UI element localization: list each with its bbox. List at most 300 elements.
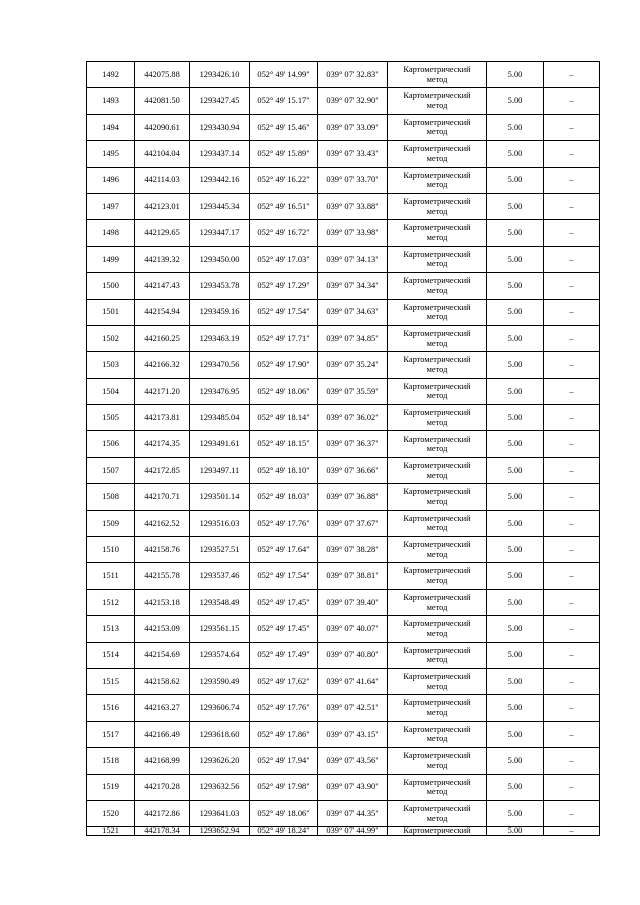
x-coordinate-cell: 442090.61 <box>135 114 190 140</box>
method-line-1: Картометрический <box>403 355 471 365</box>
y-coordinate-cell: 1293450.00 <box>190 246 250 272</box>
dash-cell: – <box>544 62 600 88</box>
point-number-cell: 1508 <box>87 484 135 510</box>
point-number-cell: 1514 <box>87 642 135 668</box>
latitude-cell: 052° 49' 17.45" <box>250 589 318 615</box>
x-coordinate-cell: 442158.62 <box>135 668 190 694</box>
table-row <box>87 457 600 483</box>
method-line-2: метод <box>426 74 448 84</box>
x-coordinate-cell: 442081.50 <box>135 88 190 114</box>
y-coordinate-cell: 1293641.03 <box>190 800 250 826</box>
longitude-cell: 039° 07' 36.88" <box>318 484 388 510</box>
method-cell <box>388 537 487 563</box>
x-coordinate-cell: 442166.32 <box>135 352 190 378</box>
table-row <box>87 62 600 88</box>
latitude-cell: 052° 49' 16.51" <box>250 193 318 219</box>
table-row <box>87 589 600 615</box>
dash-cell: – <box>544 114 600 140</box>
point-number-cell: 1513 <box>87 616 135 642</box>
method-line-2: метод <box>426 787 448 797</box>
y-coordinate-cell: 1293632.56 <box>190 774 250 800</box>
point-number-cell: 1503 <box>87 352 135 378</box>
method-line-1: Картометрический <box>403 540 471 550</box>
method-line-1: Картометрический <box>403 460 471 470</box>
table-row <box>87 299 600 325</box>
longitude-cell: 039° 07' 33.43" <box>318 141 388 167</box>
method-cell <box>388 405 487 431</box>
table-row <box>87 484 600 510</box>
accuracy-cell: 5.00 <box>487 88 544 114</box>
method-cell <box>388 721 487 747</box>
point-number-cell: 1510 <box>87 537 135 563</box>
method-line-2: метод <box>426 285 448 295</box>
x-coordinate-cell: 442172.85 <box>135 457 190 483</box>
table-row <box>87 167 600 193</box>
longitude-cell: 039° 07' 40.07" <box>318 616 388 642</box>
method-line-2: метод <box>426 259 448 269</box>
accuracy-cell: 5.00 <box>487 246 544 272</box>
method-line-1: Картометрический <box>403 487 471 497</box>
point-number-cell: 1498 <box>87 220 135 246</box>
accuracy-cell: 5.00 <box>487 167 544 193</box>
accuracy-cell: 5.00 <box>487 273 544 299</box>
longitude-cell: 039° 07' 33.88" <box>318 193 388 219</box>
method-line-1: Картометрический <box>403 170 471 180</box>
latitude-cell: 052° 49' 17.90" <box>250 352 318 378</box>
y-coordinate-cell: 1293430.94 <box>190 114 250 140</box>
method-cell <box>388 800 487 826</box>
point-number-cell: 1494 <box>87 114 135 140</box>
y-coordinate-cell: 1293476.95 <box>190 378 250 404</box>
x-coordinate-cell: 442114.03 <box>135 167 190 193</box>
method-line-1: Картометрический <box>403 724 471 734</box>
method-line-1: Картометрический <box>403 566 471 576</box>
x-coordinate-cell: 442154.94 <box>135 299 190 325</box>
dash-cell: – <box>544 431 600 457</box>
longitude-cell: 039° 07' 34.85" <box>318 325 388 351</box>
latitude-cell: 052° 49' 15.46" <box>250 114 318 140</box>
longitude-cell: 039° 07' 39.40" <box>318 589 388 615</box>
table-row <box>87 193 600 219</box>
method-line-2: метод <box>426 760 448 770</box>
table-row <box>87 431 600 457</box>
method-cell <box>388 141 487 167</box>
method-cell <box>388 563 487 589</box>
method-cell <box>388 616 487 642</box>
accuracy-cell: 5.00 <box>487 563 544 589</box>
dash-cell: – <box>544 325 600 351</box>
longitude-cell: 039° 07' 44.35" <box>318 800 388 826</box>
method-line-2: метод <box>426 312 448 322</box>
method-cell <box>388 352 487 378</box>
longitude-cell: 039° 07' 38.81" <box>318 563 388 589</box>
accuracy-cell: 5.00 <box>487 352 544 378</box>
table-row <box>87 114 600 140</box>
longitude-cell: 039° 07' 36.02" <box>318 405 388 431</box>
x-coordinate-cell: 442123.01 <box>135 193 190 219</box>
table-row <box>87 695 600 721</box>
accuracy-cell: 5.00 <box>487 114 544 140</box>
longitude-cell: 039° 07' 35.59" <box>318 378 388 404</box>
method-cell <box>388 273 487 299</box>
method-line-1: Картометрический <box>403 826 471 836</box>
x-coordinate-cell: 442155.78 <box>135 563 190 589</box>
point-number-cell: 1517 <box>87 721 135 747</box>
point-number-cell: 1521 <box>87 827 135 836</box>
table-row <box>87 800 600 826</box>
latitude-cell: 052° 49' 17.71" <box>250 325 318 351</box>
x-coordinate-cell: 442173.81 <box>135 405 190 431</box>
latitude-cell: 052° 49' 18.06" <box>250 800 318 826</box>
method-cell <box>388 827 487 836</box>
x-coordinate-cell: 442166.49 <box>135 721 190 747</box>
table-row <box>87 748 600 774</box>
method-line-2: метод <box>426 101 448 111</box>
point-number-cell: 1519 <box>87 774 135 800</box>
method-cell <box>388 62 487 88</box>
method-cell <box>388 378 487 404</box>
method-line-1: Картометрический <box>403 381 471 391</box>
longitude-cell: 039° 07' 34.34" <box>318 273 388 299</box>
dash-cell: – <box>544 378 600 404</box>
latitude-cell: 052° 49' 17.54" <box>250 563 318 589</box>
accuracy-cell: 5.00 <box>487 431 544 457</box>
dash-cell: – <box>544 748 600 774</box>
method-line-2: метод <box>426 628 448 638</box>
method-line-1: Картометрический <box>403 513 471 523</box>
dash-cell: – <box>544 563 600 589</box>
longitude-cell: 039° 07' 43.90" <box>318 774 388 800</box>
method-cell <box>388 114 487 140</box>
method-cell <box>388 299 487 325</box>
method-line-2: метод <box>426 496 448 506</box>
table-row <box>87 563 600 589</box>
table-row <box>87 642 600 668</box>
table-row <box>87 537 600 563</box>
method-cell <box>388 589 487 615</box>
method-line-2: метод <box>426 734 448 744</box>
method-line-1: Картометрический <box>403 276 471 286</box>
method-cell <box>388 668 487 694</box>
method-line-2: метод <box>426 206 448 216</box>
method-line-2: метод <box>426 549 448 559</box>
y-coordinate-cell: 1293485.04 <box>190 405 250 431</box>
point-number-cell: 1501 <box>87 299 135 325</box>
accuracy-cell: 5.00 <box>487 457 544 483</box>
point-number-cell: 1502 <box>87 325 135 351</box>
method-cell <box>388 325 487 351</box>
method-cell <box>388 88 487 114</box>
dash-cell: – <box>544 193 600 219</box>
latitude-cell: 052° 49' 14.99" <box>250 62 318 88</box>
x-coordinate-cell: 442163.27 <box>135 695 190 721</box>
point-number-cell: 1515 <box>87 668 135 694</box>
dash-cell: – <box>544 695 600 721</box>
dash-cell: – <box>544 589 600 615</box>
y-coordinate-cell: 1293618.60 <box>190 721 250 747</box>
longitude-cell: 039° 07' 42.51" <box>318 695 388 721</box>
latitude-cell: 052° 49' 15.89" <box>250 141 318 167</box>
method-line-1: Картометрический <box>403 117 471 127</box>
method-line-2: метод <box>426 576 448 586</box>
latitude-cell: 052° 49' 17.03" <box>250 246 318 272</box>
table-row <box>87 352 600 378</box>
latitude-cell: 052° 49' 17.76" <box>250 695 318 721</box>
longitude-cell: 039° 07' 34.63" <box>318 299 388 325</box>
table-row <box>87 378 600 404</box>
dash-cell: – <box>544 774 600 800</box>
dash-cell: – <box>544 721 600 747</box>
method-cell <box>388 695 487 721</box>
x-coordinate-cell: 442178.34 <box>135 827 190 836</box>
y-coordinate-cell: 1293501.14 <box>190 484 250 510</box>
y-coordinate-cell: 1293427.45 <box>190 88 250 114</box>
x-coordinate-cell: 442075.88 <box>135 62 190 88</box>
table-row <box>87 88 600 114</box>
latitude-cell: 052° 49' 17.98" <box>250 774 318 800</box>
dash-cell: – <box>544 668 600 694</box>
table-row <box>87 220 600 246</box>
method-cell <box>388 167 487 193</box>
x-coordinate-cell: 442139.32 <box>135 246 190 272</box>
x-coordinate-cell: 442154.69 <box>135 642 190 668</box>
table-row <box>87 774 600 800</box>
accuracy-cell: 5.00 <box>487 62 544 88</box>
point-number-cell: 1507 <box>87 457 135 483</box>
longitude-cell: 039° 07' 40.80" <box>318 642 388 668</box>
y-coordinate-cell: 1293537.46 <box>190 563 250 589</box>
point-number-cell: 1509 <box>87 510 135 536</box>
dash-cell: – <box>544 642 600 668</box>
longitude-cell: 039° 07' 36.37" <box>318 431 388 457</box>
point-number-cell: 1506 <box>87 431 135 457</box>
y-coordinate-cell: 1293437.14 <box>190 141 250 167</box>
x-coordinate-cell: 442153.18 <box>135 589 190 615</box>
latitude-cell: 052° 49' 16.72" <box>250 220 318 246</box>
method-line-1: Картометрический <box>403 144 471 154</box>
latitude-cell: 052° 49' 17.76" <box>250 510 318 536</box>
y-coordinate-cell: 1293626.20 <box>190 748 250 774</box>
x-coordinate-cell: 442160.25 <box>135 325 190 351</box>
longitude-cell: 039° 07' 34.13" <box>318 246 388 272</box>
table-row <box>87 141 600 167</box>
dash-cell: – <box>544 141 600 167</box>
accuracy-cell: 5.00 <box>487 510 544 536</box>
longitude-cell: 039° 07' 44.99" <box>318 827 388 836</box>
method-line-1: Картометрический <box>403 672 471 682</box>
table-row <box>87 246 600 272</box>
latitude-cell: 052° 49' 18.15" <box>250 431 318 457</box>
x-coordinate-cell: 442174.35 <box>135 431 190 457</box>
method-line-1: Картометрический <box>403 434 471 444</box>
accuracy-cell: 5.00 <box>487 774 544 800</box>
latitude-cell: 052° 49' 18.06" <box>250 378 318 404</box>
y-coordinate-cell: 1293442.16 <box>190 167 250 193</box>
method-line-2: метод <box>426 364 448 374</box>
accuracy-cell: 5.00 <box>487 616 544 642</box>
method-line-2: метод <box>426 417 448 427</box>
point-number-cell: 1497 <box>87 193 135 219</box>
longitude-cell: 039° 07' 41.64" <box>318 668 388 694</box>
accuracy-cell: 5.00 <box>487 668 544 694</box>
point-number-cell: 1495 <box>87 141 135 167</box>
method-line-1: Картометрический <box>403 249 471 259</box>
y-coordinate-cell: 1293548.49 <box>190 589 250 615</box>
method-cell <box>388 246 487 272</box>
x-coordinate-cell: 442170.71 <box>135 484 190 510</box>
dash-cell: – <box>544 405 600 431</box>
method-line-2: метод <box>426 523 448 533</box>
point-number-cell: 1520 <box>87 800 135 826</box>
method-cell <box>388 457 487 483</box>
latitude-cell: 052° 49' 18.03" <box>250 484 318 510</box>
longitude-cell: 039° 07' 33.09" <box>318 114 388 140</box>
y-coordinate-cell: 1293497.11 <box>190 457 250 483</box>
x-coordinate-cell: 442153.09 <box>135 616 190 642</box>
longitude-cell: 039° 07' 43.56" <box>318 748 388 774</box>
coordinates-table <box>86 61 600 836</box>
longitude-cell: 039° 07' 32.83" <box>318 62 388 88</box>
method-cell <box>388 431 487 457</box>
longitude-cell: 039° 07' 33.70" <box>318 167 388 193</box>
accuracy-cell: 5.00 <box>487 695 544 721</box>
y-coordinate-cell: 1293491.61 <box>190 431 250 457</box>
latitude-cell: 052° 49' 18.14" <box>250 405 318 431</box>
dash-cell: – <box>544 246 600 272</box>
y-coordinate-cell: 1293561.15 <box>190 616 250 642</box>
dash-cell: – <box>544 220 600 246</box>
method-line-1: Картометрический <box>403 645 471 655</box>
x-coordinate-cell: 442104.04 <box>135 141 190 167</box>
table-row <box>87 325 600 351</box>
method-line-2: метод <box>426 708 448 718</box>
point-number-cell: 1511 <box>87 563 135 589</box>
accuracy-cell: 5.00 <box>487 748 544 774</box>
dash-cell: – <box>544 352 600 378</box>
method-line-1: Картометрический <box>403 698 471 708</box>
point-number-cell: 1492 <box>87 62 135 88</box>
dash-cell: – <box>544 510 600 536</box>
x-coordinate-cell: 442129.65 <box>135 220 190 246</box>
latitude-cell: 052° 49' 15.17" <box>250 88 318 114</box>
x-coordinate-cell: 442162.52 <box>135 510 190 536</box>
latitude-cell: 052° 49' 17.54" <box>250 299 318 325</box>
dash-cell: – <box>544 800 600 826</box>
accuracy-cell: 5.00 <box>487 484 544 510</box>
dash-cell: – <box>544 616 600 642</box>
latitude-cell: 052° 49' 17.64" <box>250 537 318 563</box>
point-number-cell: 1500 <box>87 273 135 299</box>
method-line-1: Картометрический <box>403 328 471 338</box>
longitude-cell: 039° 07' 38.28" <box>318 537 388 563</box>
y-coordinate-cell: 1293459.16 <box>190 299 250 325</box>
method-cell <box>388 642 487 668</box>
accuracy-cell: 5.00 <box>487 378 544 404</box>
longitude-cell: 039° 07' 32.90" <box>318 88 388 114</box>
table-row <box>87 510 600 536</box>
longitude-cell: 039° 07' 35.24" <box>318 352 388 378</box>
method-line-1: Картометрический <box>403 803 471 813</box>
dash-cell: – <box>544 537 600 563</box>
table-row <box>87 405 600 431</box>
accuracy-cell: 5.00 <box>487 220 544 246</box>
y-coordinate-cell: 1293606.74 <box>190 695 250 721</box>
latitude-cell: 052° 49' 18.24" <box>250 827 318 836</box>
accuracy-cell: 5.00 <box>487 299 544 325</box>
point-number-cell: 1518 <box>87 748 135 774</box>
accuracy-cell: 5.00 <box>487 405 544 431</box>
method-line-2: метод <box>426 681 448 691</box>
point-number-cell: 1516 <box>87 695 135 721</box>
dash-cell: – <box>544 273 600 299</box>
method-cell <box>388 510 487 536</box>
latitude-cell: 052° 49' 17.94" <box>250 748 318 774</box>
y-coordinate-cell: 1293453.78 <box>190 273 250 299</box>
method-line-1: Картометрический <box>403 777 471 787</box>
dash-cell: – <box>544 827 600 836</box>
x-coordinate-cell: 442170.28 <box>135 774 190 800</box>
x-coordinate-cell: 442147.43 <box>135 273 190 299</box>
x-coordinate-cell: 442171.20 <box>135 378 190 404</box>
method-line-2: метод <box>426 655 448 665</box>
method-line-1: Картометрический <box>403 751 471 761</box>
latitude-cell: 052° 49' 17.62" <box>250 668 318 694</box>
point-number-cell: 1505 <box>87 405 135 431</box>
method-line-2: метод <box>426 127 448 137</box>
longitude-cell: 039° 07' 43.15" <box>318 721 388 747</box>
method-line-2: метод <box>426 602 448 612</box>
y-coordinate-cell: 1293516.03 <box>190 510 250 536</box>
method-line-1: Картометрический <box>403 91 471 101</box>
table-row <box>87 273 600 299</box>
method-line-1: Картометрический <box>403 619 471 629</box>
table-row <box>87 721 600 747</box>
method-line-2: метод <box>426 444 448 454</box>
method-line-2: метод <box>426 153 448 163</box>
method-line-1: Картометрический <box>403 223 471 233</box>
method-line-2: метод <box>426 470 448 480</box>
dash-cell: – <box>544 484 600 510</box>
method-line-2: метод <box>426 233 448 243</box>
latitude-cell: 052° 49' 18.10" <box>250 457 318 483</box>
y-coordinate-cell: 1293426.10 <box>190 62 250 88</box>
method-line-1: Картометрический <box>403 408 471 418</box>
latitude-cell: 052° 49' 17.49" <box>250 642 318 668</box>
y-coordinate-cell: 1293470.56 <box>190 352 250 378</box>
point-number-cell: 1493 <box>87 88 135 114</box>
method-line-1: Картометрический <box>403 65 471 75</box>
y-coordinate-cell: 1293652.94 <box>190 827 250 836</box>
accuracy-cell: 5.00 <box>487 589 544 615</box>
accuracy-cell: 5.00 <box>487 642 544 668</box>
method-cell <box>388 220 487 246</box>
latitude-cell: 052° 49' 17.29" <box>250 273 318 299</box>
point-number-cell: 1496 <box>87 167 135 193</box>
y-coordinate-cell: 1293447.17 <box>190 220 250 246</box>
method-line-1: Картометрический <box>403 592 471 602</box>
point-number-cell: 1499 <box>87 246 135 272</box>
latitude-cell: 052° 49' 16.22" <box>250 167 318 193</box>
latitude-cell: 052° 49' 17.86" <box>250 721 318 747</box>
dash-cell: – <box>544 88 600 114</box>
table-row <box>87 616 600 642</box>
dash-cell: – <box>544 457 600 483</box>
method-line-2: метод <box>426 813 448 823</box>
method-cell <box>388 484 487 510</box>
dash-cell: – <box>544 299 600 325</box>
y-coordinate-cell: 1293590.49 <box>190 668 250 694</box>
x-coordinate-cell: 442158.76 <box>135 537 190 563</box>
